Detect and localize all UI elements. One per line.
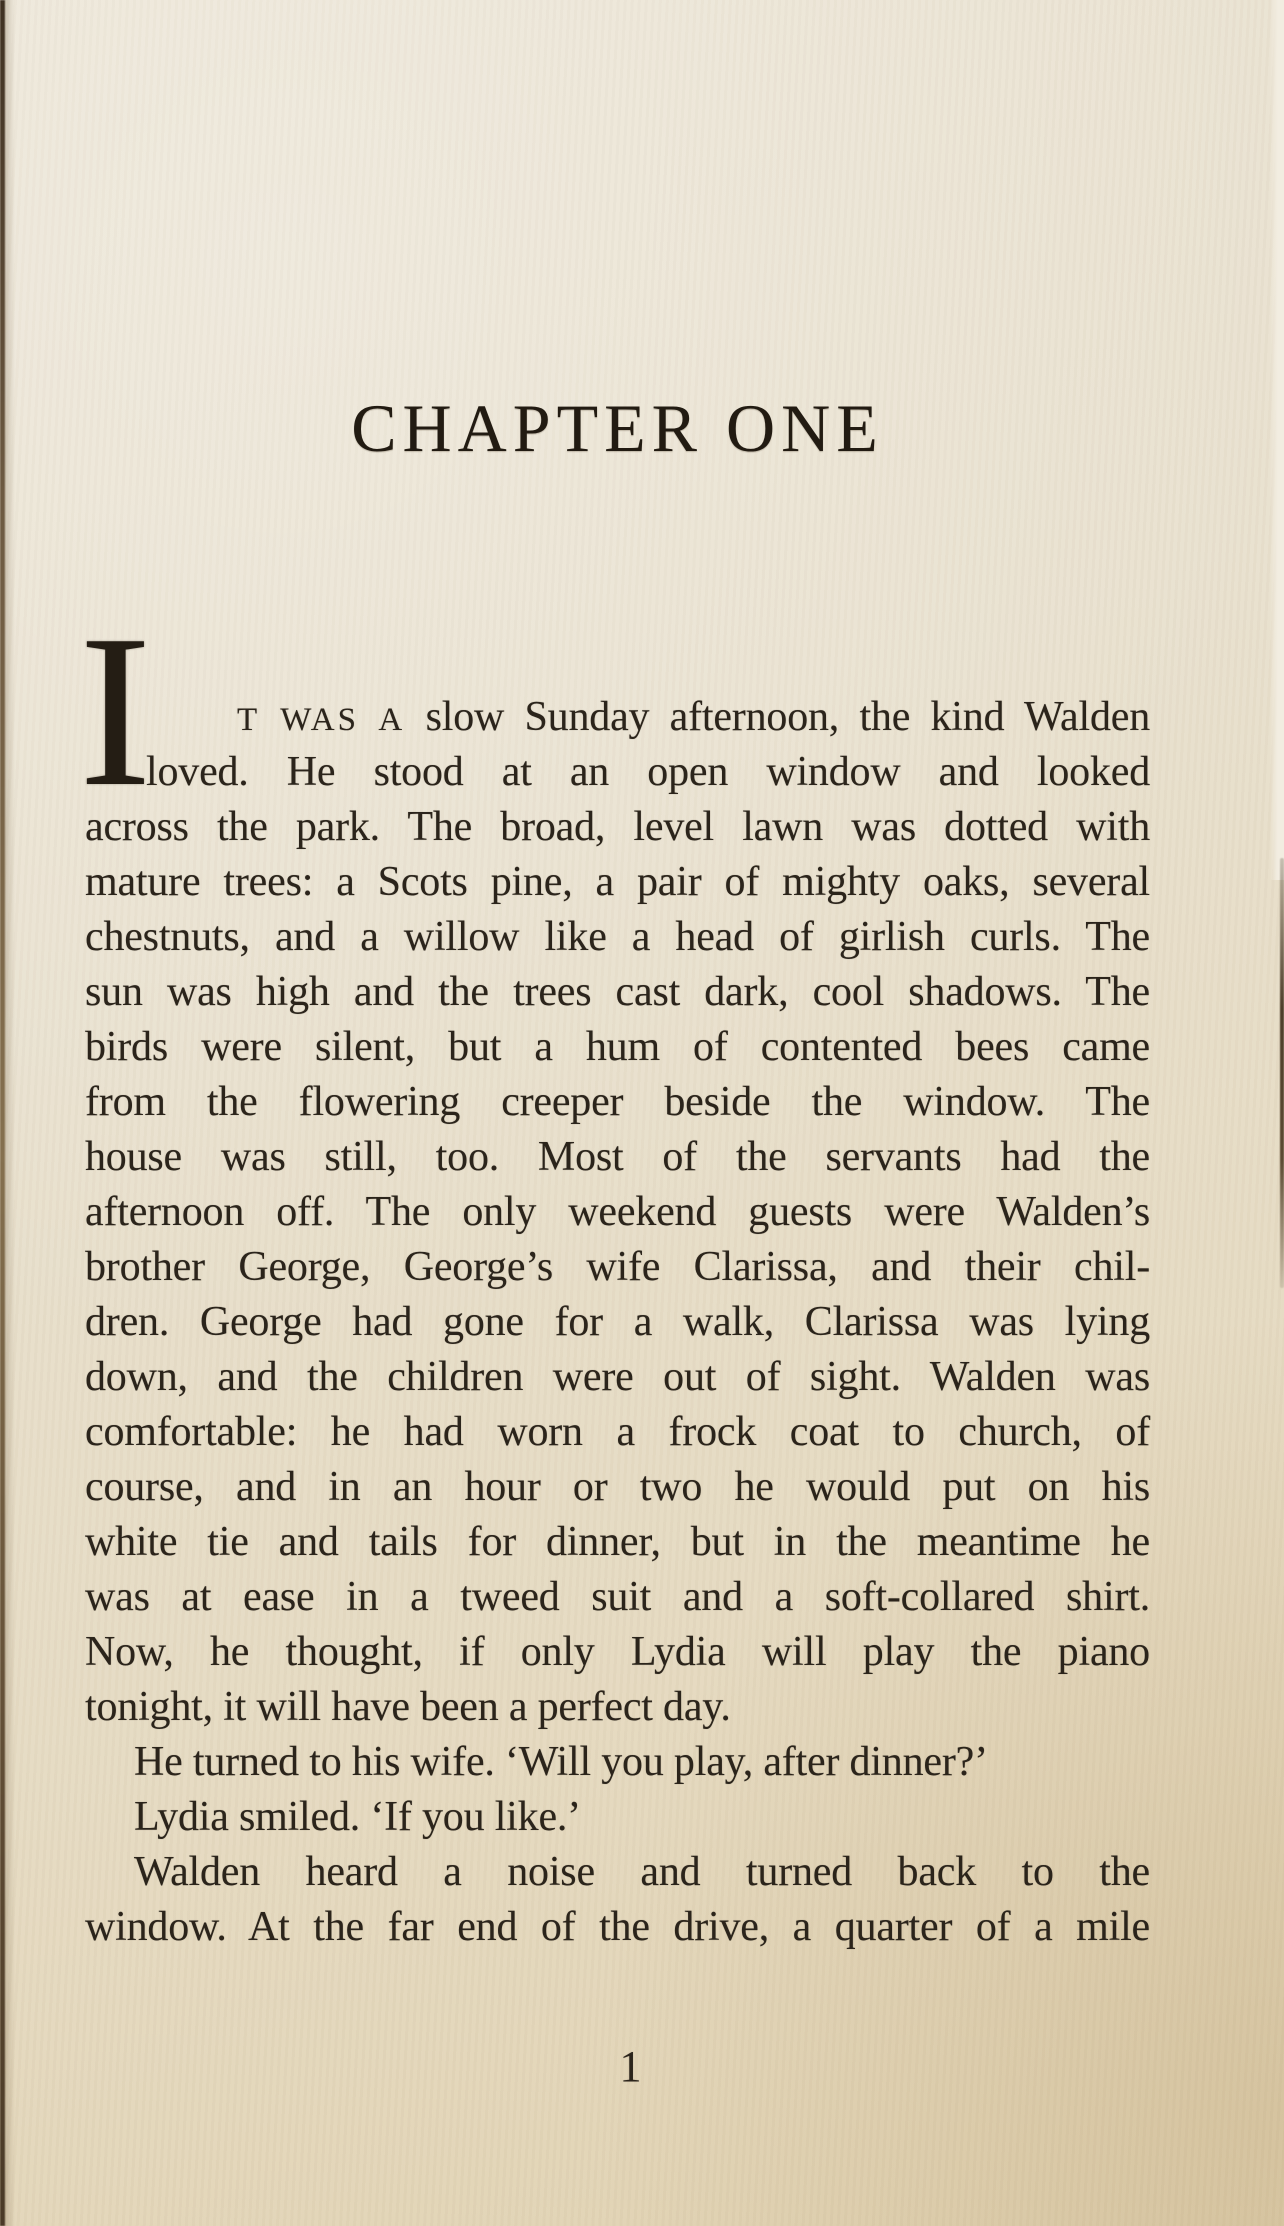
text-line: Lydia smiled. ‘If you like.’ — [134, 1794, 581, 1840]
page-edge-left-shadow — [5, 0, 15, 2226]
text-line: from the flowering creeper beside the window. The — [85, 1079, 1150, 1125]
text-line: down, and the children were out of sight. Walden was — [85, 1354, 1150, 1400]
text-line: dren. George had gone for a walk, Clarissa was lying — [85, 1299, 1150, 1345]
page-number: 1 — [619, 2042, 642, 2091]
text-line: T WAS A slow Sunday afternoon, the kind Walden — [237, 694, 1151, 740]
text-line: afternoon off. The only weekend guests were Walden’s — [85, 1189, 1150, 1235]
text-line: chestnuts, and a willow like a head of girlish curls. The — [85, 914, 1150, 960]
text-line: course, and in an hour or two he would put on his — [85, 1464, 1150, 1510]
text-line: across the park. The broad, level lawn was dotted with — [85, 804, 1150, 850]
chapter-heading: CHAPTER ONE — [351, 390, 884, 466]
text-line: sun was high and the trees cast dark, cool shadows. The — [85, 969, 1150, 1015]
text-line: Walden heard a noise and turned back to the — [134, 1849, 1150, 1895]
drop-cap: I — [79, 591, 152, 832]
page-edge-right-dark — [1280, 858, 1284, 1288]
text-line: mature trees: a Scots pine, a pair of mighty oaks, several — [85, 859, 1150, 905]
text-line: birds were silent, but a hum of contented bees came — [85, 1024, 1150, 1070]
text-line: tonight, it will have been a perfect day. — [85, 1684, 731, 1730]
text-line: brother George, George’s wife Clarissa, and their chil- — [85, 1244, 1150, 1290]
page-edge-right-light — [1270, 0, 1284, 880]
small-caps-lead: T WAS A — [237, 702, 406, 738]
text-line: was at ease in a tweed suit and a soft-collared shirt. — [85, 1574, 1150, 1620]
text-line: He turned to his wife. ‘Will you play, after dinner?’ — [134, 1739, 988, 1785]
text-line: Now, he thought, if only Lydia will play the piano — [85, 1629, 1150, 1675]
text-line: loved. He stood at an open window and looked — [146, 749, 1150, 795]
text-line: white tie and tails for dinner, but in the meantime he — [85, 1519, 1150, 1565]
text-line: comfortable: he had worn a frock coat to church, of — [85, 1409, 1150, 1455]
body-text — [79, 591, 1151, 1955]
text-line: house was still, too. Most of the servants had the — [85, 1134, 1150, 1180]
text-line: window. At the far end of the drive, a quarter of a mile — [85, 1904, 1150, 1950]
